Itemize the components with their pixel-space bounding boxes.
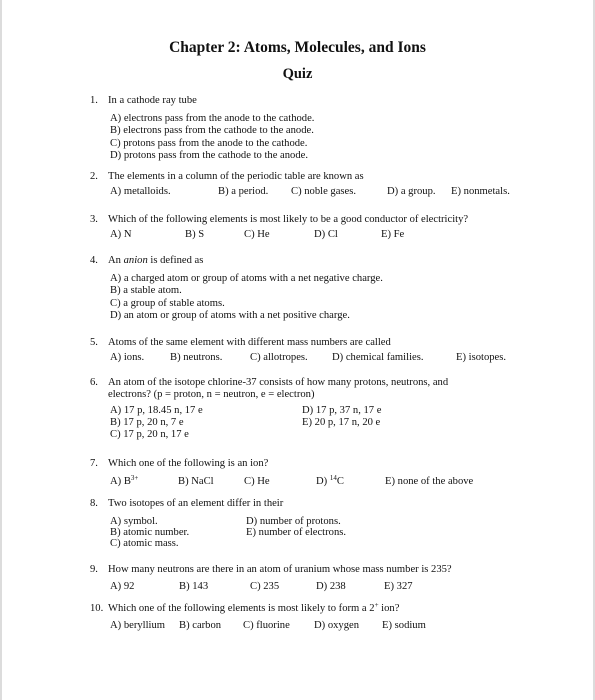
page-subtitle: Quiz [282,66,313,82]
question-stem: An anion is defined as [108,255,204,266]
option-a: A) metalloids. [110,186,171,198]
option-a: A) beryllium [110,620,166,632]
option-d: D) Cl [314,229,338,241]
option-d: D) number of protons. [246,516,341,528]
option-a: A) 92 [110,581,135,593]
question-number: 5. [90,337,98,348]
option-d: D) a group. [387,186,436,198]
option-a: A) electrons pass from the anode to the cathode. [110,113,315,125]
option-d: D) $^{14}$C [316,474,344,488]
option-e: E) sodium [382,620,426,632]
option-e: E) number of electrons. [246,527,347,539]
option-d: D) 17 p, 37 n, 17 e [302,405,382,417]
option-b: B) neutrons. [170,352,223,364]
emphasized-term: anion [123,255,148,266]
option-b: B) atomic number. [110,527,190,539]
question-stem: Which one of the following elements is most likely to form a 2+ ion? [108,601,400,614]
question-number: 10. [90,603,104,614]
option-b: B) S [185,229,205,241]
option-b: B) electrons pass from the cathode to the anode. [110,125,314,137]
question-number: 9. [90,564,98,575]
option-e: E) none of the above [385,476,474,488]
option-d: D) chemical families. [332,352,424,364]
option-c: C) noble gases. [291,186,357,198]
question-number: 1. [90,95,98,106]
page-title: Chapter 2: Atoms, Molecules, and Ions [169,39,426,56]
question-stem: In a cathode ray tube [108,95,197,106]
question-stem: Which of the following elements is most likely to be a good conductor of electricity? [108,214,469,225]
option-c: C) allotropes. [250,352,308,364]
option-c: C) atomic mass. [110,538,179,550]
option-c: C) 235 [250,581,280,593]
option-d: D) oxygen [314,620,360,632]
option-b: B) a period. [218,186,269,198]
question-number: 6. [90,377,98,388]
option-e: E) nonmetals. [451,186,510,198]
question-stem: How many neutrons are there in an atom of uranium whose mass number is 235? [108,564,452,575]
option-e: E) 20 p, 17 n, 20 e [302,417,381,429]
page-edge-left [0,0,2,700]
option-a: A) N [110,229,132,241]
option-c: C) He [244,476,270,488]
question-number: 2. [90,171,98,182]
option-d: D) protons pass from the cathode to the anode. [110,149,308,161]
question-stem: Which one of the following is an ion? [108,458,269,469]
option-a: A) symbol. [110,516,158,528]
option-c: C) 17 p, 20 n, 17 e [110,429,189,441]
option-a: A) $B^{3+}$ [110,474,139,488]
option-e: E) isotopes. [456,352,507,364]
question-number: 3. [90,214,98,225]
option-a: A) ions. [110,352,145,364]
option-e: E) 327 [384,581,413,593]
question-number: 8. [90,498,98,509]
option-c: C) protons pass from the anode to the cathode. [110,137,308,149]
option-b: B) a stable atom. [110,285,182,297]
option-a: A) 17 p, 18.45 n, 17 e [110,405,203,417]
option-b: B) 17 p, 20 n, 7 e [110,417,184,429]
option-c: C) a group of stable atoms. [110,297,225,309]
question-stem: Atoms of the same element with different mass numbers are called [108,337,391,348]
option-c: C) fluorine [243,620,290,632]
question-stem: Two isotopes of an element differ in their [108,498,284,509]
question-stem-continued: electrons? (p = proton, n = neutron, e = electron) [108,389,315,401]
question-number: 7. [90,458,98,469]
option-d: D) 238 [316,581,346,593]
option-a: A) a charged atom or group of atoms with a net negative charge. [110,273,383,285]
option-b: B) 143 [179,581,209,593]
question-number: 4. [90,255,98,266]
option-b: B) carbon [179,620,222,632]
question-stem: The elements in a column of the periodic table are known as [108,171,364,182]
option-c: C) He [244,229,270,241]
option-b: B) NaCl [178,476,214,488]
question-stem: An atom of the isotope chlorine-37 consists of how many protons, neutrons, and [108,377,449,388]
option-d: D) an atom or group of atoms with a net positive charge. [110,309,350,321]
option-e: E) Fe [381,229,405,241]
